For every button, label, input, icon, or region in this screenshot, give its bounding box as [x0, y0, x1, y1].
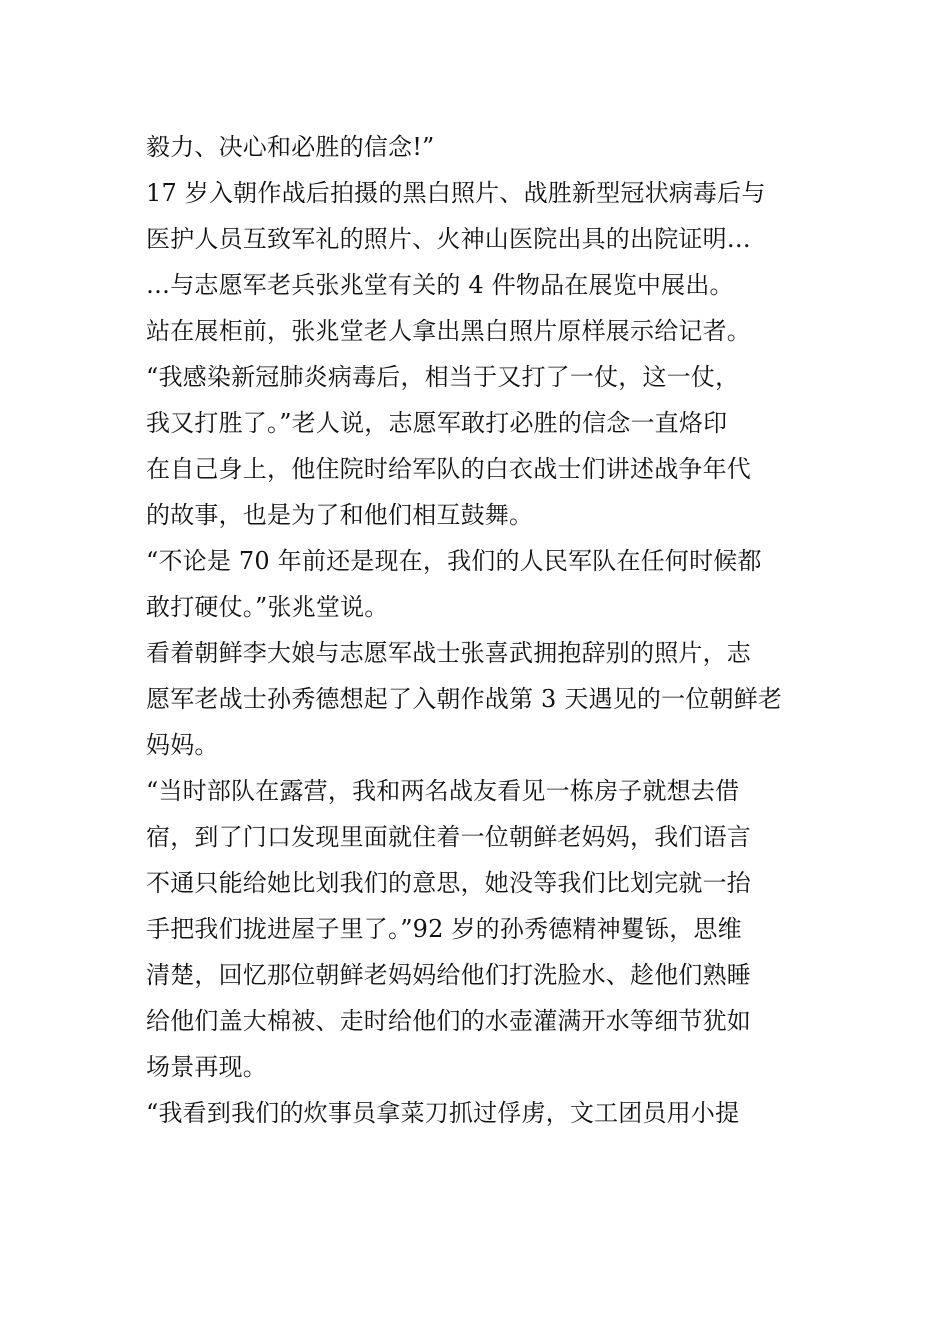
text-line: 敢打硬仗。”张兆堂说。 — [146, 593, 389, 621]
text-line: 在自己身上，他住院时给军队的白衣战士们讲述战争年代 — [146, 455, 751, 483]
text-line: “我看到我们的炊事员拿菜刀抓过俘虏，文工团员用小提 — [146, 1099, 740, 1127]
text-line: 不通只能给她比划我们的意思，她没等我们比划完就一抬 — [146, 869, 751, 897]
text-line: 17 岁入朝作战后拍摄的黑白照片、战胜新型冠状病毒后与 — [146, 179, 766, 207]
text-line: 的故事，也是为了和他们相互鼓舞。 — [146, 501, 534, 529]
text-line: …与志愿军老兵张兆堂有关的 4 件物品在展览中展出。 — [146, 271, 734, 299]
text-line: 场景再现。 — [146, 1053, 267, 1081]
text-line: 给他们盖大棉被、走时给他们的水壶灌满开水等细节犹如 — [146, 1007, 751, 1035]
article-body — [146, 124, 806, 1136]
text-line: 手把我们拢进屋子里了。”92 岁的孙秀德精神矍铄，思维 — [146, 915, 742, 943]
text-line: 愿军老战士孙秀德想起了入朝作战第 3 天遇见的一位朝鲜老 — [146, 685, 783, 713]
text-line: 医护人员互致军礼的照片、火神山医院出具的出院证明… — [146, 225, 751, 253]
text-line: “不论是 70 年前还是现在，我们的人民军队在任何时候都 — [146, 547, 762, 575]
text-line: 清楚，回忆那位朝鲜老妈妈给他们打洗脸水、趁他们熟睡 — [146, 961, 751, 989]
text-line: “我感染新冠肺炎病毒后，相当于又打了一仗，这一仗， — [146, 363, 740, 391]
text-line: 看着朝鲜李大娘与志愿军战士张喜武拥抱辞别的照片，志 — [146, 639, 751, 667]
text-line: “当时部队在露营，我和两名战友看见一栋房子就想去借 — [146, 777, 740, 805]
text-line: 站在展柜前，张兆堂老人拿出黑白照片原样展示给记者。 — [146, 317, 751, 345]
text-line: 妈妈。 — [146, 731, 219, 759]
text-line: 我又打胜了。”老人说，志愿军敢打必胜的信念一直烙印 — [146, 409, 728, 437]
text-line: 宿，到了门口发现里面就住着一位朝鲜老妈妈，我们语言 — [146, 823, 751, 851]
text-line: 毅力、决心和必胜的信念!” — [146, 133, 435, 161]
